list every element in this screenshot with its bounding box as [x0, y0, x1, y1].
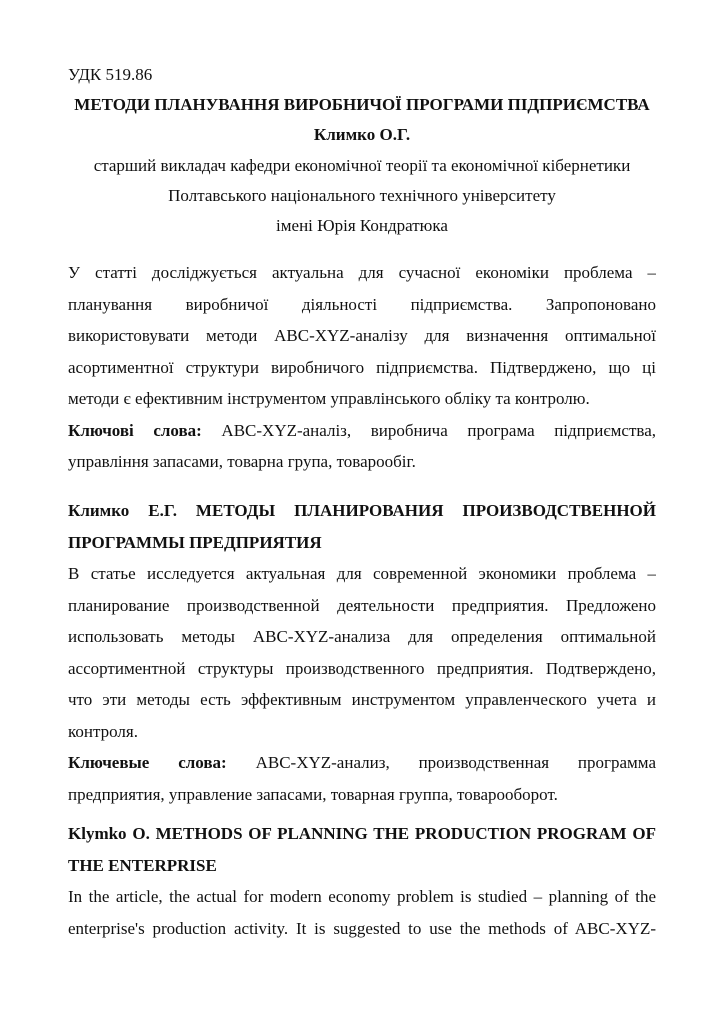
abstract-line: контроля.: [68, 721, 138, 741]
affiliation-line: Полтавського національного технічного університету: [168, 185, 556, 205]
article-title-ua: МЕТОДИ ПЛАНУВАННЯ ВИРОБНИЧОЇ ПРОГРАМИ ПІДПРИЄМСТВА: [74, 95, 650, 115]
heading-ru: ПРОГРАММЫ ПРЕДПРИЯТИЯ: [68, 532, 322, 552]
abstract-line: что эти методы есть эффективным инструментом управленческого учета и: [68, 690, 656, 709]
section-en: [68, 818, 656, 944]
abstract-line: В статье исследуется актуальная для современной экономики проблема –: [68, 564, 656, 583]
abstract-line: методи є ефективним інструментом управлінського обліку та контролю.: [68, 389, 590, 408]
abstract-line: In the article, the actual for modern economy problem is studied – planning of the: [68, 887, 656, 906]
abstract-line: використовувати методи ABC-XYZ-аналізу для визначення оптимальної: [68, 326, 656, 345]
abstract-ua: [68, 257, 656, 478]
udc-code: УДК 519.86: [68, 65, 153, 84]
affiliation-line: імені Юрія Кондратюка: [276, 215, 448, 235]
heading-ru: Климко Е.Г. МЕТОДЫ ПЛАНИРОВАНИЯ ПРОИЗВОДСТВЕННОЙ: [68, 501, 656, 520]
abstract-line: У статті досліджується актуальна для сучасної економіки проблема –: [68, 263, 656, 282]
heading-en: Klymko O. METHODS OF PLANNING THE PRODUCTION PROGRAM OF: [68, 824, 656, 843]
section-ru: [68, 495, 656, 810]
keywords-label: Ключевые слова:: [68, 753, 227, 772]
heading-en: THE ENTERPRISE: [68, 855, 217, 875]
affiliation-line: старший викладач кафедри економічної теорії та економічної кібернетики: [93, 155, 631, 175]
keywords-text: ABC-XYZ-аналіз, виробнича програма підприємства,: [221, 420, 656, 440]
abstract-line: использовать методы ABC-XYZ-анализа для определения оптимальной: [68, 627, 656, 646]
abstract-line: ассортиментной структуры производственного предприятия. Подтверждено,: [68, 658, 656, 678]
keywords-text: управління запасами, товарна група, товарообіг.: [68, 452, 416, 471]
keywords-label: Ключові слова:: [68, 420, 202, 440]
keywords-text: ABC-XYZ-анализ, производственная программа: [255, 753, 656, 772]
abstract-line: планування виробничої діяльності підприємства. Запропоновано: [68, 294, 656, 314]
author-ua: Климко О.Г.: [313, 125, 411, 145]
abstract-line: планирование производственной деятельности предприятия. Предложено: [68, 595, 656, 615]
abstract-line: enterprise's production activity. It is suggested to use the methods of ABC-XYZ-: [68, 918, 656, 938]
keywords-ru: [68, 747, 656, 779]
keywords-ua: [68, 415, 656, 447]
keywords-text: предприятия, управление запасами, товарная группа, товарооборот.: [68, 784, 558, 804]
abstract-line: асортиментної структури виробничого підприємства. Підтверджено, що ці: [68, 357, 656, 377]
header-block: [68, 60, 656, 241]
